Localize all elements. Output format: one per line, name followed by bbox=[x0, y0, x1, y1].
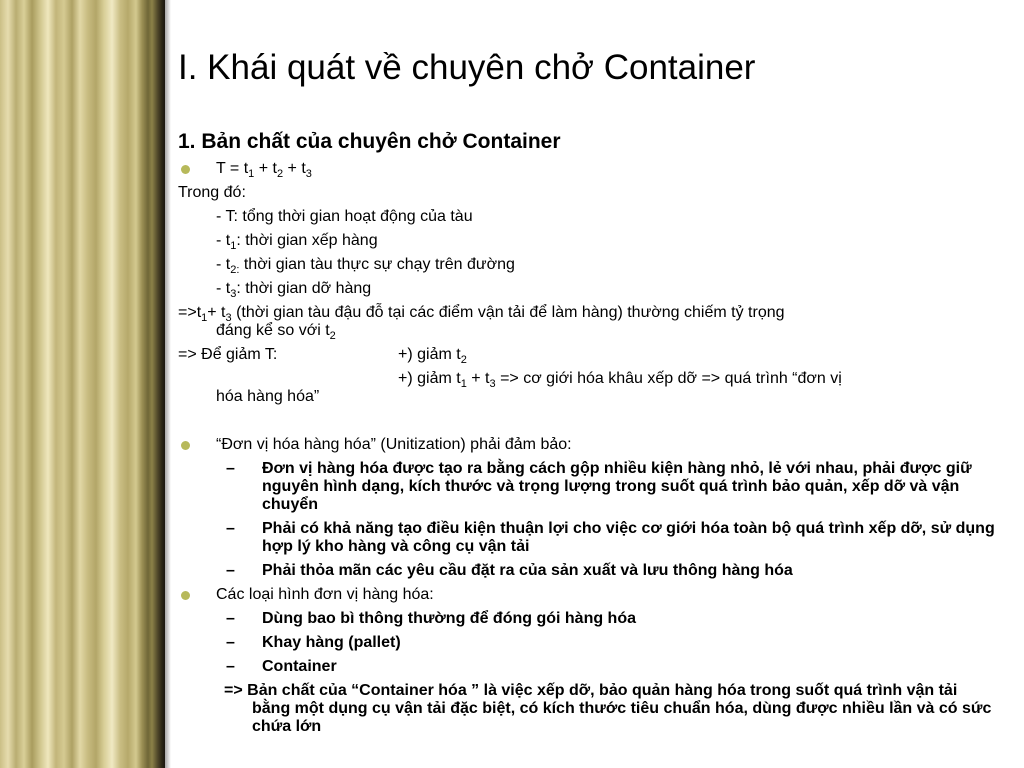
unitization-item: – Đơn vị hàng hóa được tạo ra bằng cách gộp nhiều kiện hàng nhỏ, lẻ với nhau, phải được giữ nguyên hình dạng, kích thước và trọng lượng trong suốt quá trình bảo quản, xếp dỡ và vận chuyển bbox=[226, 460, 972, 513]
types-item: – Khay hàng (pallet) bbox=[226, 634, 401, 651]
section-heading: 1. Bản chất của chuyên chở Container bbox=[178, 130, 561, 153]
unitization-item: – Phải thỏa mãn các yêu cầu đặt ra của sản xuất và lưu thông hàng hóa bbox=[226, 562, 793, 579]
unitization-item: – Phải có khả năng tạo điều kiện thuận lợi cho việc cơ giới hóa toàn bộ quá trình xếp dỡ, sử dụng hợp lý kho hàng và công cụ vận tải bbox=[226, 520, 995, 555]
types-conclusion: => Bản chất của “Container hóa ” là việc xếp dỡ, bảo quản hàng hóa trong suốt quá trình vận tải bằng một dụng cụ vận tải đặc biệt, có kích thước tiêu chuẩn hóa, dùng được nhiều lần và có sức chứa lớn bbox=[224, 682, 992, 735]
conclusion-t1-t3-cont: đáng kể so với $t_2$ bbox=[216, 322, 336, 343]
reduce-line-1: => Để giảm T: +) giảm $t_2$ bbox=[178, 346, 467, 367]
bullet-icon bbox=[181, 165, 190, 174]
types-item: – Container bbox=[226, 658, 337, 675]
def-t3: - $t_3$: thời gian dỡ hàng bbox=[216, 280, 372, 301]
bullet-icon bbox=[181, 591, 190, 600]
formula-line: $T = t_1 + t_2 + t_3$ bbox=[178, 160, 998, 178]
bullet-icon bbox=[181, 441, 190, 450]
slide-content bbox=[178, 129, 998, 736]
types-title: Các loại hình đơn vị hàng hóa: bbox=[178, 586, 998, 604]
def-T: - T: tổng thời gian hoạt động của tàu bbox=[216, 208, 473, 225]
reduce-line-3: hóa hàng hóa” bbox=[216, 388, 320, 405]
slide-title: I. Khái quát về chuyên chở Container bbox=[178, 48, 756, 87]
types-item: – Dùng bao bì thông thường để đóng gói hàng hóa bbox=[226, 610, 636, 627]
conclusion-t1-t3: $=>t_1+ t_3$ (thời gian tàu đậu đỗ tại các điểm vận tải để làm hàng) thường chiếm tỷ trọng bbox=[178, 304, 785, 325]
trong-do-label: Trong đó: bbox=[178, 184, 246, 201]
unitization-title: “Đơn vị hóa hàng hóa” (Unitization) phải đảm bảo: bbox=[178, 436, 998, 454]
decorative-gold-band bbox=[0, 0, 165, 768]
reduce-line-2: +) giảm $t_1 + t_3$ => cơ giới hóa khâu xếp dỡ => quá trình “đơn vị bbox=[398, 370, 842, 391]
def-t2: - $t_{2:}$ thời gian tàu thực sự chạy trên đường bbox=[216, 256, 515, 277]
def-t1: - $t_1$: thời gian xếp hàng bbox=[216, 232, 378, 253]
